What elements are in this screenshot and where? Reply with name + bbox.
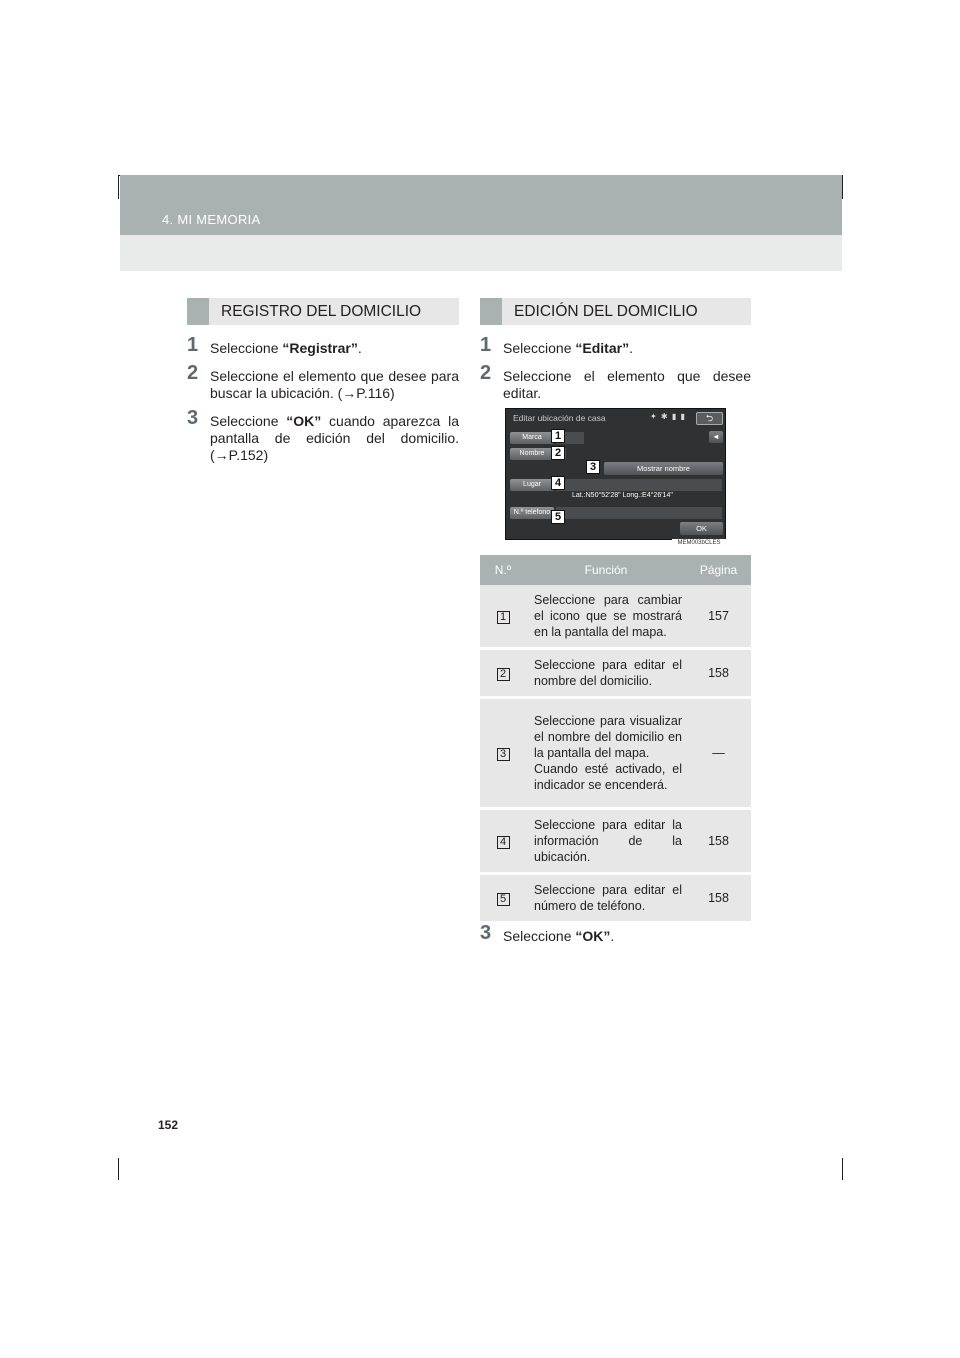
heading-title: REGISTRO DEL DOMICILIO bbox=[221, 303, 422, 320]
row-page: 158 bbox=[686, 649, 751, 698]
chapter-title: 4. MI MEMORIA bbox=[162, 212, 261, 227]
step-text-post: . bbox=[357, 340, 362, 356]
crop-mark bbox=[842, 1158, 843, 1180]
nombre-button: Nombre bbox=[510, 448, 554, 460]
step-text-bold: “Registrar” bbox=[282, 340, 358, 356]
row-function: Seleccione para editar el número de teléfono. bbox=[526, 874, 686, 923]
step-text: Seleccione el elemento que desee para buscar la ubicación. (→P.116) bbox=[210, 368, 459, 401]
arrow-button: ◄ bbox=[709, 431, 723, 443]
row-number-cell bbox=[480, 649, 526, 698]
column-header-number: N.º bbox=[480, 555, 526, 585]
row-function: Seleccione para editar el nombre del domicilio. bbox=[526, 649, 686, 698]
step-text-bold: “OK” bbox=[286, 413, 322, 429]
table-row bbox=[480, 649, 751, 698]
row-page: 157 bbox=[686, 585, 751, 649]
step-number: 3 bbox=[480, 922, 492, 944]
section-heading-registro bbox=[187, 298, 459, 325]
callout-4: 4 bbox=[551, 476, 565, 490]
row-number: 2 bbox=[497, 668, 510, 681]
step-text-post: . bbox=[610, 928, 615, 944]
row-function: Seleccione para visualizar el nombre del domicilio en la pantalla del mapa. Cuando esté activado, el indicador se encenderá. bbox=[526, 698, 686, 809]
heading-chip bbox=[480, 298, 502, 325]
row-number: 4 bbox=[497, 836, 510, 849]
row-number-cell bbox=[480, 698, 526, 809]
page-number: 152 bbox=[158, 1118, 179, 1132]
step-text-bold: “Editar” bbox=[575, 340, 630, 356]
right-step-1 bbox=[480, 334, 751, 360]
row-number: 3 bbox=[497, 748, 510, 761]
screen-capture bbox=[505, 408, 726, 540]
row-number: 1 bbox=[497, 611, 510, 624]
header-strip bbox=[120, 235, 842, 271]
step-text bbox=[503, 928, 614, 945]
callout-2: 2 bbox=[551, 446, 565, 460]
mostrar-nombre-button: Mostrar nombre bbox=[604, 462, 723, 475]
step-text-pre: Seleccione bbox=[210, 340, 283, 356]
step-text: Seleccione el elemento que desee editar. bbox=[503, 368, 751, 401]
row-number-cell bbox=[480, 874, 526, 923]
table-row bbox=[480, 809, 751, 874]
row-function: Seleccione para cambiar el icono que se mostrará en la pantalla del mapa. bbox=[526, 585, 686, 649]
row-function: Seleccione para editar la información de la ubicación. bbox=[526, 809, 686, 874]
telefono-button: N.º teléfono bbox=[510, 507, 554, 519]
ok-button: OK bbox=[680, 522, 723, 535]
function-table bbox=[480, 555, 751, 924]
step-number: 2 bbox=[480, 362, 492, 384]
heading-chip bbox=[187, 298, 209, 325]
table-header-row bbox=[480, 555, 751, 585]
telefono-row bbox=[556, 507, 722, 519]
step-number: 3 bbox=[187, 407, 199, 429]
back-icon: ⮌ bbox=[696, 412, 723, 425]
callout-5: 5 bbox=[551, 510, 565, 524]
screen-title: Editar ubicación de casa bbox=[513, 413, 606, 423]
row-number: 5 bbox=[497, 893, 510, 906]
crop-mark bbox=[842, 175, 843, 199]
step-number: 1 bbox=[187, 334, 199, 356]
left-step-3 bbox=[187, 407, 459, 473]
chapter-header bbox=[120, 175, 842, 235]
figure-code: MEM003bCLES bbox=[672, 539, 726, 548]
column-header-function: Función bbox=[526, 555, 686, 585]
status-icons: ✦ ✱ ▮ ▮ bbox=[650, 412, 686, 421]
table-row bbox=[480, 585, 751, 649]
step-text-post: . bbox=[629, 340, 633, 356]
lugar-button: Lugar bbox=[510, 479, 554, 491]
step-text-pre: Seleccione bbox=[503, 340, 576, 356]
heading-title: EDICIÓN DEL DOMICILIO bbox=[514, 303, 698, 320]
crop-mark bbox=[118, 1158, 119, 1180]
step-text bbox=[210, 413, 459, 464]
step-text bbox=[210, 340, 362, 357]
callout-1: 1 bbox=[551, 429, 565, 443]
step-text bbox=[503, 340, 633, 357]
crop-mark bbox=[118, 175, 119, 199]
step-text-pre: Seleccione bbox=[210, 413, 287, 429]
row-page: 158 bbox=[686, 874, 751, 923]
left-step-1 bbox=[187, 334, 459, 360]
lugar-row bbox=[556, 479, 722, 491]
row-number-cell bbox=[480, 585, 526, 649]
coordinates-text: Lat.:N50°52'28" Long.:E4°26'14" bbox=[572, 492, 673, 499]
step-text-bold: “OK” bbox=[575, 928, 611, 944]
step-text-pre: Seleccione bbox=[503, 928, 576, 944]
right-step-2 bbox=[480, 362, 751, 408]
callout-3: 3 bbox=[586, 460, 600, 474]
right-step-3 bbox=[480, 922, 751, 948]
column-header-page: Página bbox=[686, 555, 751, 585]
step-number: 1 bbox=[480, 334, 492, 356]
row-number-cell bbox=[480, 809, 526, 874]
table-row bbox=[480, 874, 751, 923]
table-row bbox=[480, 698, 751, 809]
marca-button: Marca bbox=[510, 432, 554, 444]
left-step-2 bbox=[187, 362, 459, 408]
section-heading-edicion bbox=[480, 298, 751, 325]
row-page: 158 bbox=[686, 809, 751, 874]
row-page: — bbox=[686, 698, 751, 809]
step-number: 2 bbox=[187, 362, 199, 384]
step-text-post: cuando aparezca la pantalla de edición del domicilio. (→P.152) bbox=[210, 413, 459, 463]
